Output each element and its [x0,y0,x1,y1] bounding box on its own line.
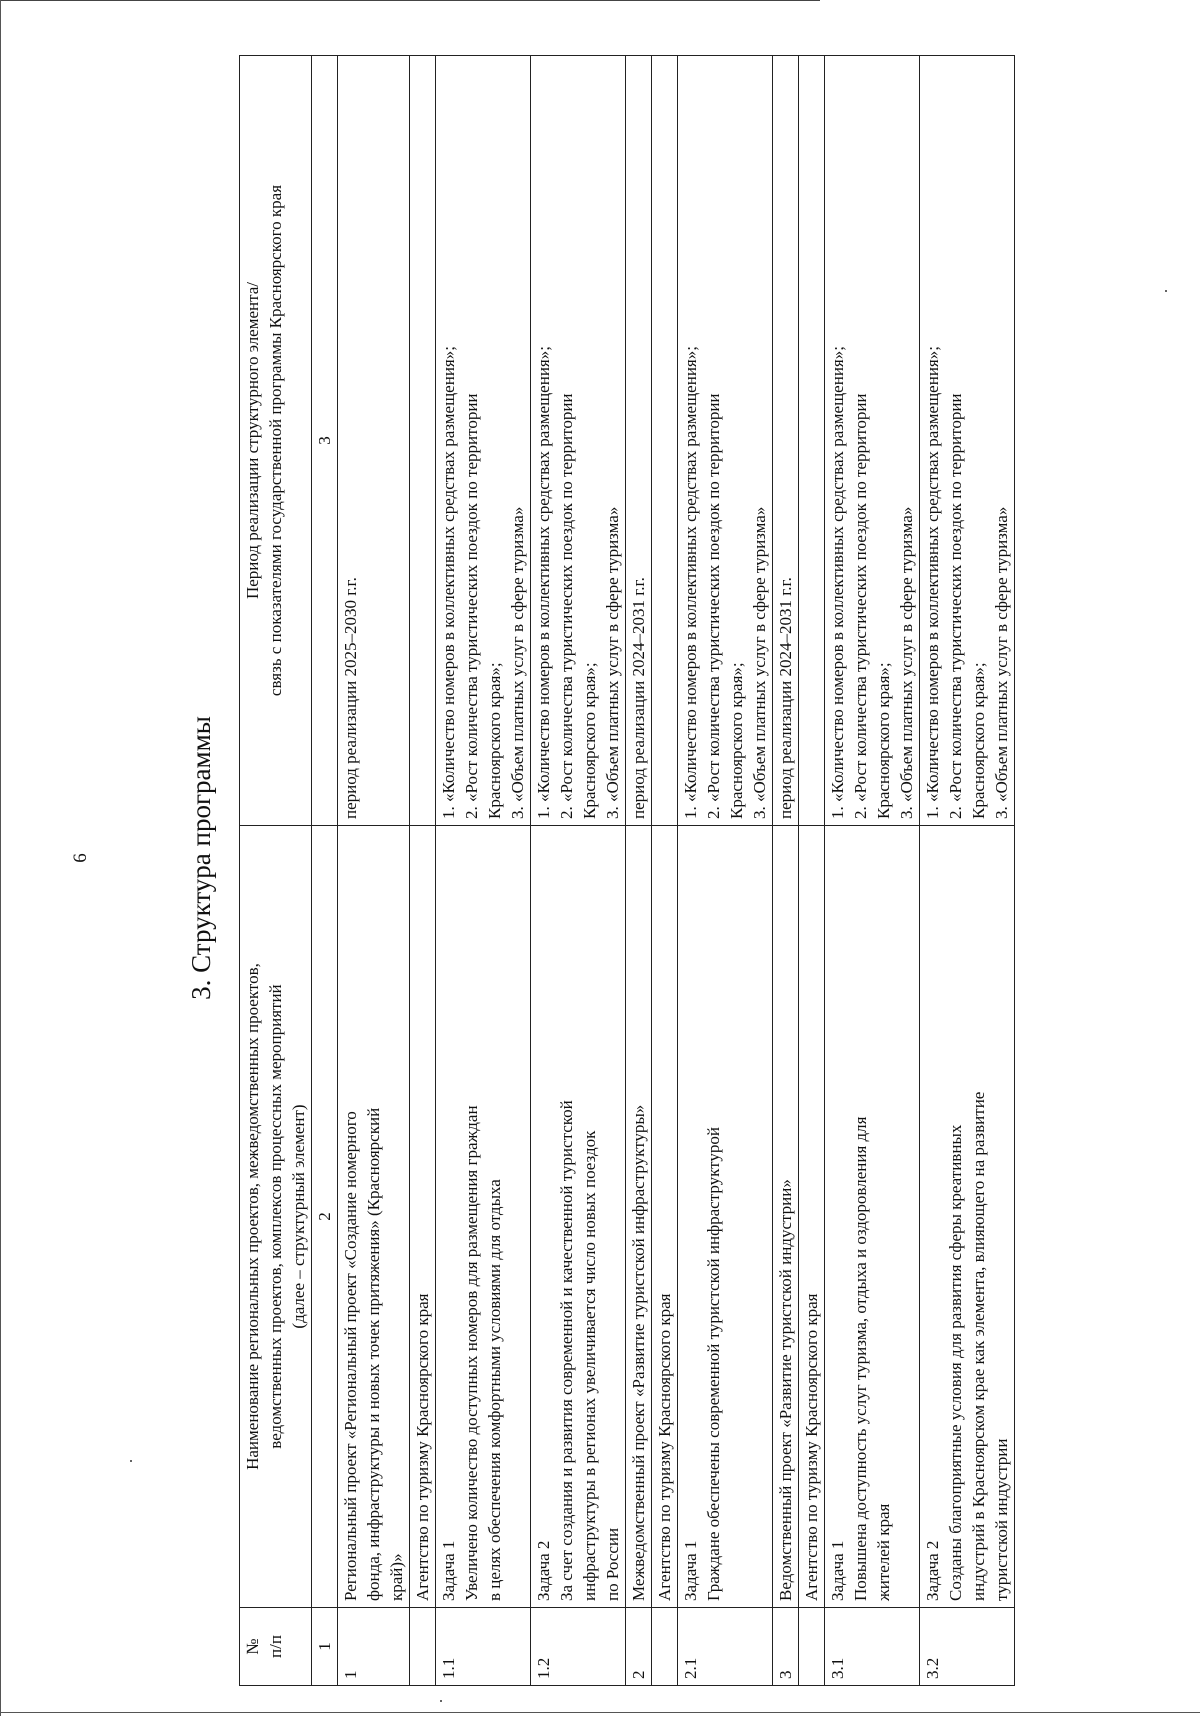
table-body [338,56,1015,1686]
period-indicators [531,56,626,826]
table-row [338,56,410,1686]
period-indicators [338,56,410,826]
period-indicators-line: 1. «Количество номеров в коллективных средствах размещения»; [534,346,553,819]
structural-element-name-line: Агентство по туризму Красноярского края [655,1293,674,1601]
row-number [652,1608,678,1686]
structural-element-name-line: Граждане обеспечены современной туристской инфраструктурой [704,1127,723,1601]
table-row [678,56,773,1686]
period-indicators-line: период реализации 2024–2031 г.г. [629,577,648,819]
structural-element-name [825,826,920,1608]
row-number [410,1608,436,1686]
period-indicators [652,56,678,826]
period-indicators-line: период реализации 2024–2031 г.г. [776,577,795,819]
table-row [436,56,531,1686]
header-period-line: связь с показателями государственной программы Красноярского края [266,184,285,697]
structural-element-name-line: Агентство по туризму Красноярского края [413,1293,432,1601]
period-indicators [436,56,531,826]
structural-element-name-line: Региональный проект «Региональный проект «Создание номерного [341,1111,360,1601]
period-indicators [799,56,825,826]
period-indicators-line: 1. «Количество номеров в коллективных средствах размещения»; [923,346,942,819]
period-indicators-line: Красноярского края»; [580,662,599,819]
column-index: 3 [312,56,338,826]
column-index: 2 [312,826,338,1608]
structural-element-name-line: по России [603,1527,622,1601]
structural-element-name-line: инфраструктуры в регионах увеличивается число новых поездок [580,1130,599,1601]
table-row [531,56,626,1686]
header-period-line: Период реализации структурного элемента/ [243,281,262,600]
period-indicators-line: 3. «Объем платных услуг в сфере туризма» [897,506,916,819]
period-indicators-line: Красноярского края»; [969,662,988,819]
period-indicators [678,56,773,826]
period-indicators-line: 3. «Объем платных услуг в сфере туризма» [508,506,527,819]
header-period [240,56,312,826]
header-num [240,1608,312,1686]
period-indicators-line: период реализации 2025–2030 г.г. [341,577,360,819]
structural-element-name-line: Задача 2 [534,1540,553,1601]
row-number: 1.2 [531,1608,626,1686]
row-number: 1.1 [436,1608,531,1686]
structural-element-name-line: Увеличено количество доступных номеров для размещения граждан [462,1105,481,1601]
period-indicators-line: Красноярского края»; [874,662,893,819]
structural-element-name-line: Агентство по туризму Красноярского края [802,1293,821,1601]
period-indicators-line: 3. «Объем платных услуг в сфере туризма» [603,506,622,819]
row-number [799,1608,825,1686]
period-indicators-line: 2. «Рост количества туристических поездок по территории [462,393,481,819]
row-number: 3.2 [920,1608,1015,1686]
structural-element-name-line: индустрий в Красноярском крае как элемента, влияющего на развитие [969,1091,988,1601]
structural-element-name-line: Задача 1 [828,1540,847,1601]
header-name-line: Наименование региональных проектов, межведомственных проектов, [243,963,262,1470]
period-indicators [773,56,799,826]
structural-element-name-line: Задача 1 [439,1540,458,1601]
structural-element-name [531,826,626,1608]
structural-element-name [678,826,773,1608]
structural-element-name-line: фонда, инфраструктуры и новых точек притяжения» (Красноярский [364,1107,383,1601]
structural-element-name-line: жителей края [874,1503,893,1601]
period-indicators-line: Красноярского края»; [485,662,504,819]
column-index: 1 [312,1608,338,1686]
page-number: 6 [70,853,91,863]
header-name-line: ведомственных проектов, комплексов процессных мероприятий [266,984,285,1449]
structural-element-name-line: Задача 2 [923,1540,942,1601]
structural-element-name-line: в целях обеспечения комфортными условиями для отдыха [485,1179,504,1601]
table-row [825,56,920,1686]
structural-element-name [799,826,825,1608]
row-number: 3.1 [825,1608,920,1686]
period-indicators-line: Красноярского края»; [727,662,746,819]
structural-element-name-line: Созданы благоприятные условия для развития сферы креативных [946,1124,965,1601]
period-indicators [920,56,1015,826]
period-indicators-line: 3. «Объем платных услуг в сфере туризма» [750,506,769,819]
header-num-line: п/п [266,1635,285,1658]
structural-element-name [626,826,652,1608]
row-number: 2 [626,1608,652,1686]
column-index-row [312,56,338,1686]
structural-element-name-line: Межведомственный проект «Развитие туристской инфраструктуры» [629,1104,648,1601]
section-title: 3. Структура программы [186,716,216,1000]
structural-element-name-line: Повышена доступность услуг туризма, отдыха и оздоровления для [851,1116,870,1601]
period-indicators-line: 1. «Количество номеров в коллективных средствах размещения»; [681,346,700,819]
header-name [240,826,312,1608]
period-indicators-line: 1. «Количество номеров в коллективных средствах размещения»; [439,346,458,819]
period-indicators-line: 3. «Объем платных услуг в сфере туризма» [992,506,1011,819]
period-indicators [825,56,920,826]
table-row [410,56,436,1686]
structural-element-name-line: край)» [387,1553,406,1601]
structural-element-name [338,826,410,1608]
row-number: 2.1 [678,1608,773,1686]
table-row [652,56,678,1686]
period-indicators-line: 2. «Рост количества туристических поездок по территории [946,393,965,819]
table-row [920,56,1015,1686]
row-number: 3 [773,1608,799,1686]
period-indicators-line: 2. «Рост количества туристических поездок по территории [557,393,576,819]
row-number: 1 [338,1608,410,1686]
table-row [773,56,799,1686]
program-structure-table [239,55,1015,1686]
header-name-line: (далее – структурный элемент) [289,1104,308,1329]
period-indicators-line: 1. «Количество номеров в коллективных средствах размещения»; [828,346,847,819]
period-indicators [626,56,652,826]
structural-element-name [410,826,436,1608]
structural-element-name [436,826,531,1608]
header-num-line: № [243,1638,262,1655]
structural-element-name [652,826,678,1608]
structural-element-name [920,826,1015,1608]
table-header-row [240,56,312,1686]
structural-element-name-line: Задача 1 [681,1540,700,1601]
period-indicators-line: 2. «Рост количества туристических поездок по территории [851,393,870,819]
structural-element-name-line: туристской индустрии [992,1438,1011,1601]
structural-element-name-line: За счет создания и развития современной и качественной туристской [557,1100,576,1601]
structural-element-name-line: Ведомственный проект «Развитие туристской индустрии» [776,1179,795,1601]
structural-element-name [773,826,799,1608]
period-indicators [410,56,436,826]
period-indicators-line: 2. «Рост количества туристических поездок по территории [704,393,723,819]
table-row [799,56,825,1686]
table-row [626,56,652,1686]
